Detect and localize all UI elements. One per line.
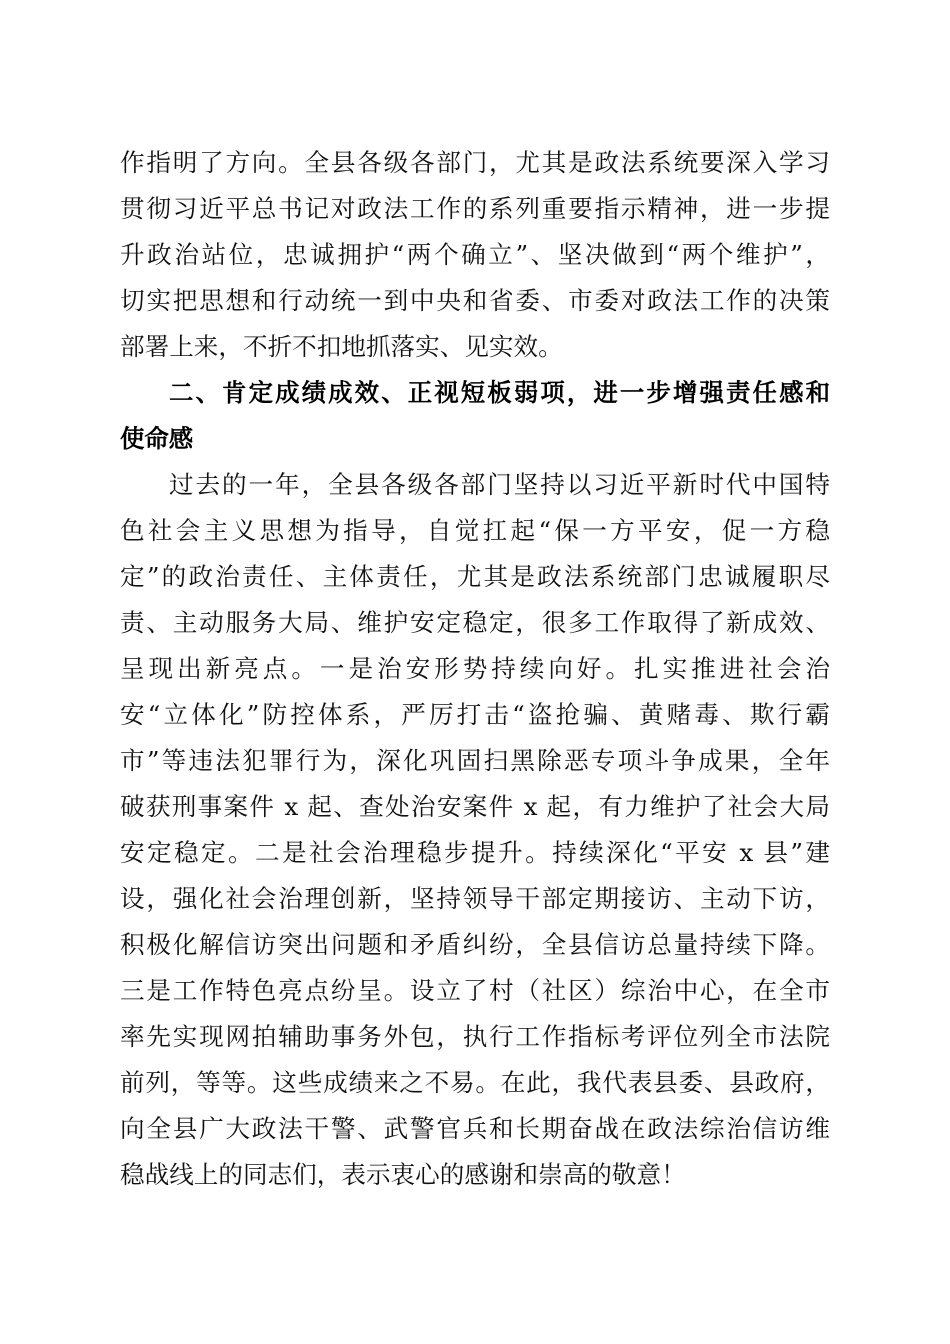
text-line: 过去的一年，全县各级各部门坚持以习近平新时代中国特 [169, 470, 830, 499]
text-line: 责、主动服务大局、维护安定稳定，很多工作取得了新成效、 [120, 608, 830, 637]
heading-line: 使命感 [120, 424, 194, 453]
text-line: 定”的政治责任、主体责任，尤其是政法系统部门忠诚履职尽 [120, 562, 830, 591]
text-line: 贯彻习近平总书记对政法工作的系列重要指示精神，进一步提 [120, 194, 830, 223]
text-line: 切实把思想和行动统一到中央和省委、市委对政法工作的决策 [120, 286, 830, 315]
text-line: 市”等违法犯罪行为，深化巩固扫黑除恶专项斗争成果，全年 [120, 746, 830, 775]
text-line: 作指明了方向。全县各级各部门，尤其是政法系统要深入学习 [120, 148, 830, 177]
text-line: 安定稳定。二是社会治理稳步提升。持续深化“平安 x 县”建 [120, 838, 830, 867]
text-line: 积极化解信访突出问题和矛盾纠纷，全县信访总量持续下降。 [120, 930, 830, 959]
text-line: 设，强化社会治理创新，坚持领导干部定期接访、主动下访， [120, 884, 830, 913]
text-line: 向全县广大政法干警、武警官兵和长期奋战在政法综治信访维 [120, 1114, 830, 1143]
heading-line: 二、肯定成绩成效、正视短板弱项，进一步增强责任感和 [169, 378, 830, 407]
text-line: 升政治站位，忠诚拥护“两个确立”、坚决做到“两个维护”， [120, 240, 830, 269]
text-line: 稳战线上的同志们，表示衷心的感谢和崇高的敬意！ [120, 1160, 686, 1189]
text-line: 破获刑事案件 x 起、查处治安案件 x 起，有力维护了社会大局 [120, 792, 830, 821]
text-line: 三是工作特色亮点纷呈。设立了村（社区）综治中心，在全市 [120, 976, 830, 1005]
text-line: 部署上来，不折不扣地抓落实、见实效。 [120, 332, 563, 361]
text-line: 呈现出新亮点。一是治安形势持续向好。扎实推进社会治 [120, 654, 830, 683]
text-line: 前列，等等。这些成绩来之不易。在此，我代表县委、县政府， [120, 1068, 830, 1097]
text-line: 色社会主义思想为指导，自觉扛起“保一方平安，促一方稳 [120, 516, 830, 545]
text-line: 安“立体化”防控体系，严厉打击“盗抢骗、黄赌毒、欺行霸 [120, 700, 830, 729]
text-line: 率先实现网拍辅助事务外包，执行工作指标考评位列全市法院 [120, 1022, 830, 1051]
